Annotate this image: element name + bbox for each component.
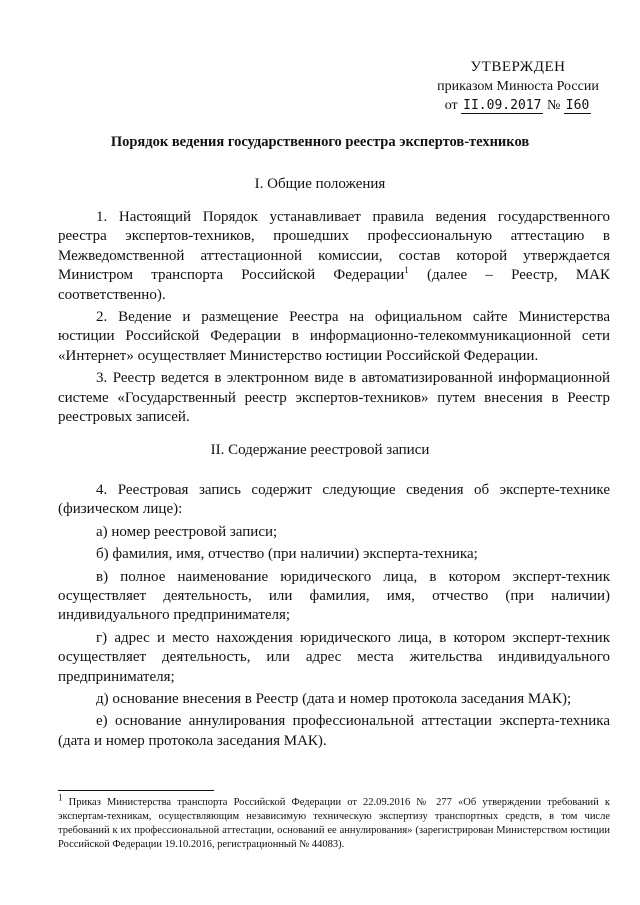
section-1-body [58, 208, 610, 430]
list-item-e: е) основание аннулирования профессиональной аттестации эксперта-техника (дата и номер протокола заседания МАК). [58, 713, 610, 749]
list-item-a: а) номер реестровой записи; [96, 523, 278, 540]
approval-order-line: приказом Минюста России [437, 79, 599, 94]
approval-from-label: от [444, 98, 458, 113]
section-1-heading: I. Общие положения [254, 176, 386, 192]
list-item-g: г) адрес и место нахождения юридического лица, в котором эксперт-техник осуществляет деятельность, или адрес места жительства индивидуального предпринимателя; [58, 629, 610, 685]
paragraph-4: 4. Реестровая запись содержит следующие сведения об эксперте-технике (физическом лице): [58, 482, 610, 518]
paragraph-1-tail: (далее – Реестр, МАК соответственно). [58, 267, 610, 303]
footnote-ref: 1 [404, 265, 409, 276]
approval-date-number-line [418, 96, 618, 115]
approval-number-sign: № [546, 98, 561, 113]
footnote-mark: 1 [58, 792, 63, 803]
document-title: Порядок ведения государственного реестра экспертов-техников [110, 134, 530, 150]
paragraph-1 [58, 208, 610, 305]
list-item-v: в) полное наименование юридического лица, в котором эксперт-техник осуществляет деятельность, или фамилия, имя, отчество (при наличии) индивидуального предпринимателя; [58, 568, 610, 624]
section-2-heading: II. Содержание реестровой записи [210, 442, 430, 458]
list-item-b: б) фамилия, имя, отчество (при наличии) эксперта-техника; [96, 546, 478, 563]
footnote-separator [58, 790, 214, 791]
approval-date: II.09.2017 [463, 98, 542, 113]
footnote-text: Приказ Министерства транспорта Российской Федерации от 22.09.2016 № 277 «Об утверждении требований к экспертам-техникам, осуществляющим независимую техническую экспертизу транспортных средств, в том числе требований к их профессиональной аттестации, оснований ее аннулирования» (зарегистрирован Министерством юстиции Российской Федерации 19.10.2016, регистрационный № 44083). [58, 797, 610, 850]
approval-heading: УТВЕРЖДЕН [470, 59, 566, 75]
approval-block [418, 58, 618, 115]
list-item-d: д) основание внесения в Реестр (дата и номер протокола заседания МАК); [96, 691, 572, 708]
paragraph-3: 3. Реестр ведется в электронном виде в автоматизированной информационной системе «Государственный реестр экспертов-техников» путем внесения в Реестр реестровых записей. [58, 370, 610, 426]
footnote [58, 792, 610, 852]
approval-number: I60 [565, 98, 590, 113]
section-2-body [58, 481, 610, 751]
paragraph-1-text: 1. Настоящий Порядок устанавливает правила ведения государственного реестра экспертов-техников, прошедших профессиональную аттестацию в Межведомственной аттестационной комиссии, состав которой утверждается Министром транспорта Российской Федерации [58, 209, 610, 284]
paragraph-2: 2. Ведение и размещение Реестра на официальном сайте Министерства юстиции Российской Федерации в информационно-телекоммуникационной сети «Интернет» осуществляет Министерство юстиции Российской Федерации. [58, 309, 610, 364]
